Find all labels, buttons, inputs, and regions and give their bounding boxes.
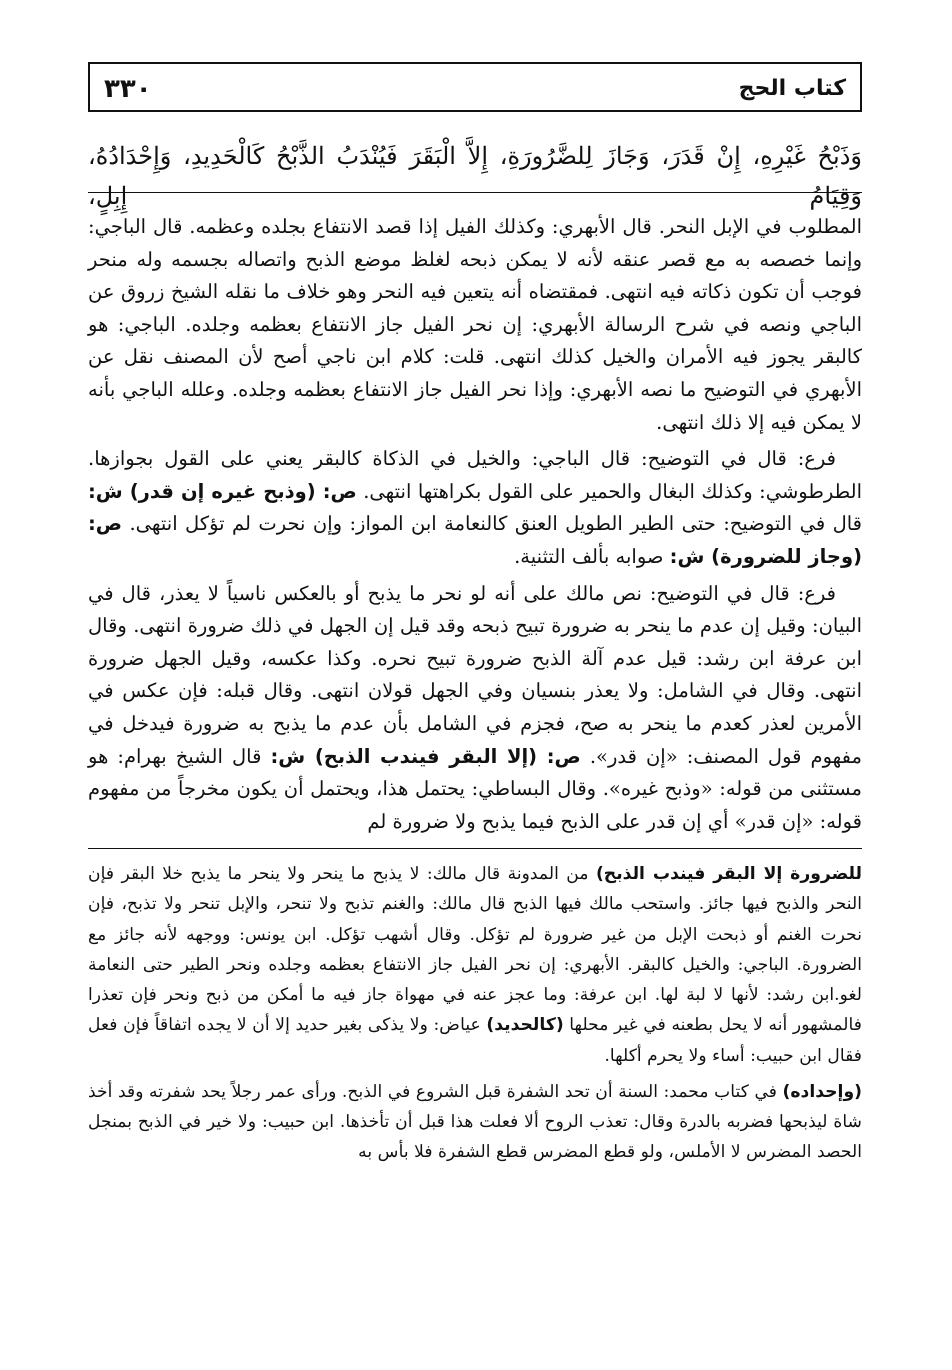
running-title: كتاب الحج [738, 76, 846, 101]
footnotes-block [88, 859, 862, 1167]
text-segment: فرع: قال في التوضيح: نص مالك على أنه لو نحر ما يذبح أو بالعكس ناسياً لا يعذر، قال في البيان: وقيل إن عدم ما ينحر به ضرورة تبيح ذبحه وقد قيل إن الجهل في ذلك ضرورة انتهى. وقال ابن عرفة ابن رشد: قيل عدم آلة الذبح ضرورة تبيح نحره. وكذا عكسه، وقيل الجهل ضرورة انتهى. وقال في الشامل: ولا يعذر بنسيان وفي الجهل قولان انتهى. وقال قبله: فإن عكس في الأمرين لعذر كعدم ما ينحر به صح، فجزم في الشامل بأن عدم ما يذبح به ضرورة فيدخل في مفهوم قول المصنف: «إن قدر». [88, 581, 862, 768]
footnote-paragraph [88, 859, 862, 1070]
text-segment: في كتاب محمد: السنة أن تحد الشفرة قبل الشروع في الذبح. ورأى عمر رجلاً يحد شفرته وقد أخذ شاة ليذبحها فضربه بالدرة وقال: تعذب الروح ألا فعلت هذا قبل أن تأخذها. ابن حبيب: ولا خير في الذبح بمنجل الحصد المضرس لا الأملس، ولو قطع المضرس قطع الشفرة فلا بأس به [88, 1081, 862, 1163]
text-segment: صوابه بألف التثنية. [514, 544, 670, 568]
book-page [88, 62, 862, 1352]
bold-citation: (وإحداده) [782, 1081, 862, 1102]
text-segment: عياض: ولا يذكى بغير حديد إلا أن لا يجده اتفاقاً فإن فعل فقال ابن حبيب: أساء ولا يحرم أكلها. [88, 1015, 862, 1066]
commentary-paragraph [88, 211, 862, 439]
footnote-paragraph [88, 1077, 862, 1168]
bold-citation: (كالحديد) [486, 1015, 564, 1036]
text-segment: فرع: قال في التوضيح: قال الباجي: والخيل في الذكاة كالبقر يعني على القول بجوازها. الطرطوشي: وكذلك البغال والحمير على القول بكراهتها انتهى. [88, 447, 863, 503]
page-number: ٣٣٠ [104, 74, 152, 104]
main-text-line: وَذَبْحُ غَيْرِهِ، إِنْ قَدَرَ، وَجَازَ لِلضَّرُورَةِ، إِلاَّ الْبَقَرَ فَيُنْدَبُ الذَّبْحُ كَالْحَدِيدِ، وَإِحْدَادُهُ، وَقِيَامُ إِبِلٍ، [88, 142, 862, 210]
text-segment: المطلوب في الإبل النحر. قال الأبهري: وكذلك الفيل إذا قصد الانتفاع بجلده وعظمه. قال الباجي: وإنما خصصه به مع قصر عنقه لأنه لا يمكن ذبحه لغلظ موضع الذبح واتصاله بجسمه وله منحر فوجب أن تكون ذكاته فيه انتهى. فمقتضاه أنه يتعين فيه النحر وهو خلاف ما نقله الشيخ زروق عن الباجي ونصه في شرح الرسالة الأبهري: إن نحر الفيل جاز الانتفاع بعظمه وجلده. الباجي: هو كالبقر يجوز فيه الأمران والخيل كذلك انتهى. قلت: كلام ابن ناجي أصح لأن المصنف نقل عن الأبهري في التوضيح ما نصه الأبهري: وإذا نحر الفيل جاز الانتفاع بعظمه وجلده. وعلله الباجي بأنه لا يمكن فيه إلا ذلك انتهى. [88, 215, 862, 434]
bold-citation: ص: (إلا البقر فيندب الذبح) ش: [270, 744, 581, 768]
commentary-paragraph [88, 443, 862, 573]
text-segment: قال في التوضيح: حتى الطير الطويل العنق كالنعامة ابن المواز: وإن نحرت لم تؤكل انتهى. [122, 512, 862, 536]
text-segment: من المدونة قال مالك: لا يذبح ما ينحر ولا ينحر ما يذبح خلا البقر فإن النحر والذبح فيها جائز. واستحب مالك فيها الذبح قال مالك: والغنم تذبح ولا تنحر، والإبل تنحر ولا تذبح، فإن نحرت الغنم أو ذبحت الإبل من غير ضرورة لم تؤكل. وقال أشهب تؤكل. ابن يونس: ووجهه لأنه جائز مع الضرورة. الباجي: والخيل كالبقر. الأبهري: إن نحر الفيل جاز الانتفاع بعظمه وجلده ونحر الطير حتى النعامة لغو.ابن رشد: لأنها لا لبة لها. ابن عرفة: وما عجز عنه في مهواة جاز فيه ما أمكن من ذبح ونحر فإن تعذرا فالمشهور أنه لا يحل بطعنه في غير محلها [88, 864, 862, 1036]
footnote-divider [88, 848, 862, 849]
text-segment: قال الشيخ بهرام: هو مستثنى من قوله: «وذبح غيره». وقال البساطي: يحتمل هذا، ويحتمل أن يكون مخرجاً من مفهوم قوله: «إن قدر» أي إن قدر على الذبح فيما يذبح ولا ضرورة لم [88, 744, 862, 833]
commentary-paragraph [88, 578, 862, 839]
bold-citation: ص: (وجاز للضرورة) ش: [88, 512, 862, 568]
bold-citation: ص: (وذبح غيره إن قدر) ش: [88, 479, 357, 503]
page-header [88, 62, 862, 112]
bold-citation: للضرورة إلا البقر فيندب الذبح) [595, 864, 862, 885]
commentary-block [88, 211, 862, 838]
